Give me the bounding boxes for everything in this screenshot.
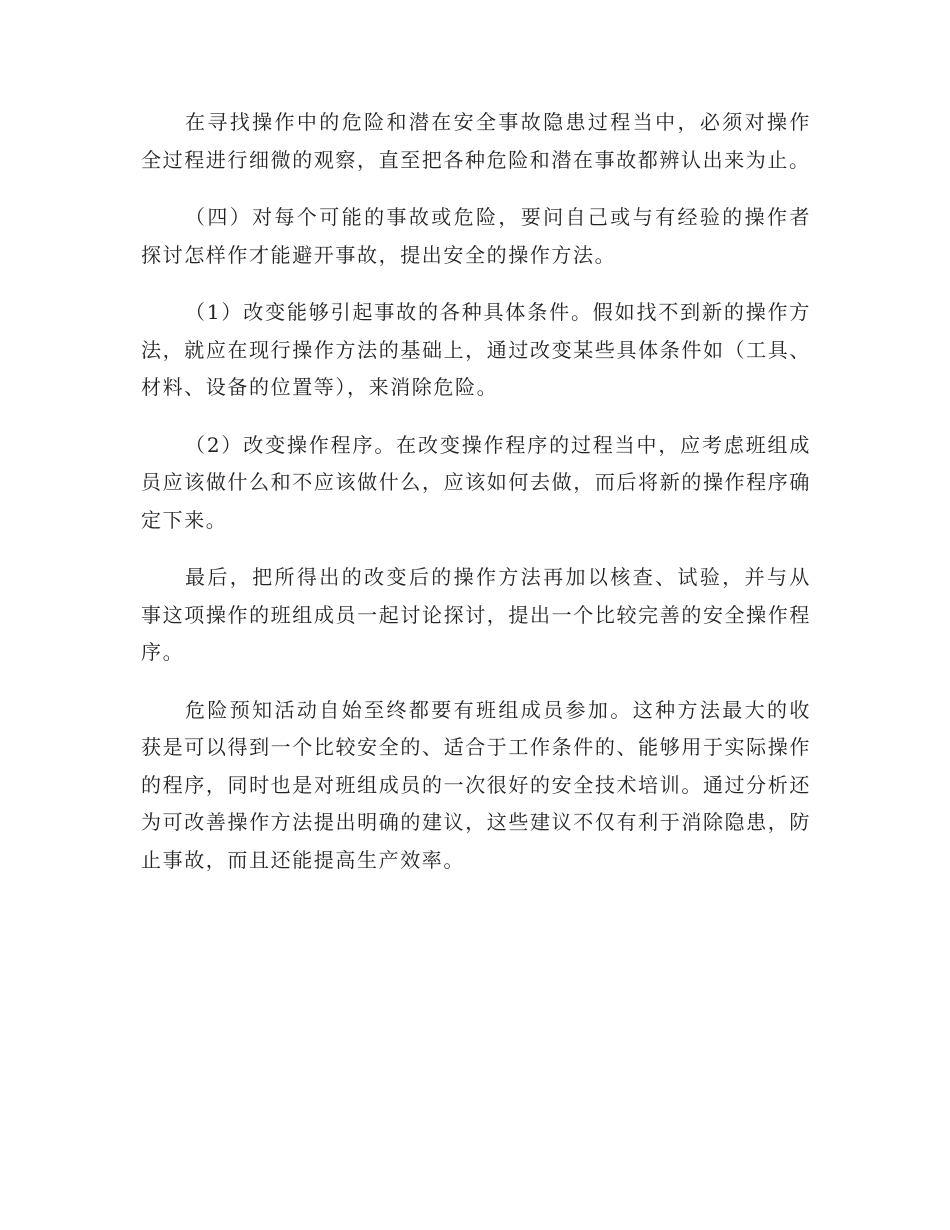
paragraph-text: 最后，把所得出的改变后的操作方法再加以核查、试验，并与从事这项操作的班组成员一起讨论探讨，提出一个比较完善的安全操作程序。 (141, 565, 811, 664)
paragraph-text: （2）改变操作程序。在改变操作程序的过程当中，应考虑班组成员应该做什么和不应该做什么，应该如何去做，而后将新的操作程序确定下来。 (141, 432, 811, 532)
paragraph-text: 在寻找操作中的危险和潜在安全事故隐患过程当中，必须对操作全过程进行细微的观察，直至把各种危险和潜在事故都辨认出来为止。 (141, 110, 811, 172)
paragraph-text: （四）对每个可能的事故或危险，要问自己或与有经验的操作者探讨怎样作才能避开事故，提出安全的操作方法。 (141, 205, 811, 267)
paragraph-observation (141, 104, 811, 179)
paragraph-text: 危险预知活动自始至终都要有班组成员参加。这种方法最大的收获是可以得到一个比较安全的、适合于工作条件的、能够用于实际操作的程序，同时也是对班组成员的一次很好的安全技术培训。通过分析还为可改善操作方法提出明确的建议，这些建议不仅有利于消除隐患，防止事故，而且还能提高生产效率。 (141, 697, 811, 872)
paragraph-summary (141, 692, 811, 880)
paragraph-text: （1）改变能够引起事故的各种具体条件。假如找不到新的操作方法，就应在现行操作方法的基础上，通过改变某些具体条件如（工具、材料、设备的位置等），来消除危险。 (141, 300, 811, 399)
paragraph-finally (141, 559, 811, 672)
paragraph-item-2 (141, 427, 811, 540)
document-body (141, 104, 811, 899)
paragraph-step-four (141, 199, 811, 274)
paragraph-item-1 (141, 294, 811, 407)
